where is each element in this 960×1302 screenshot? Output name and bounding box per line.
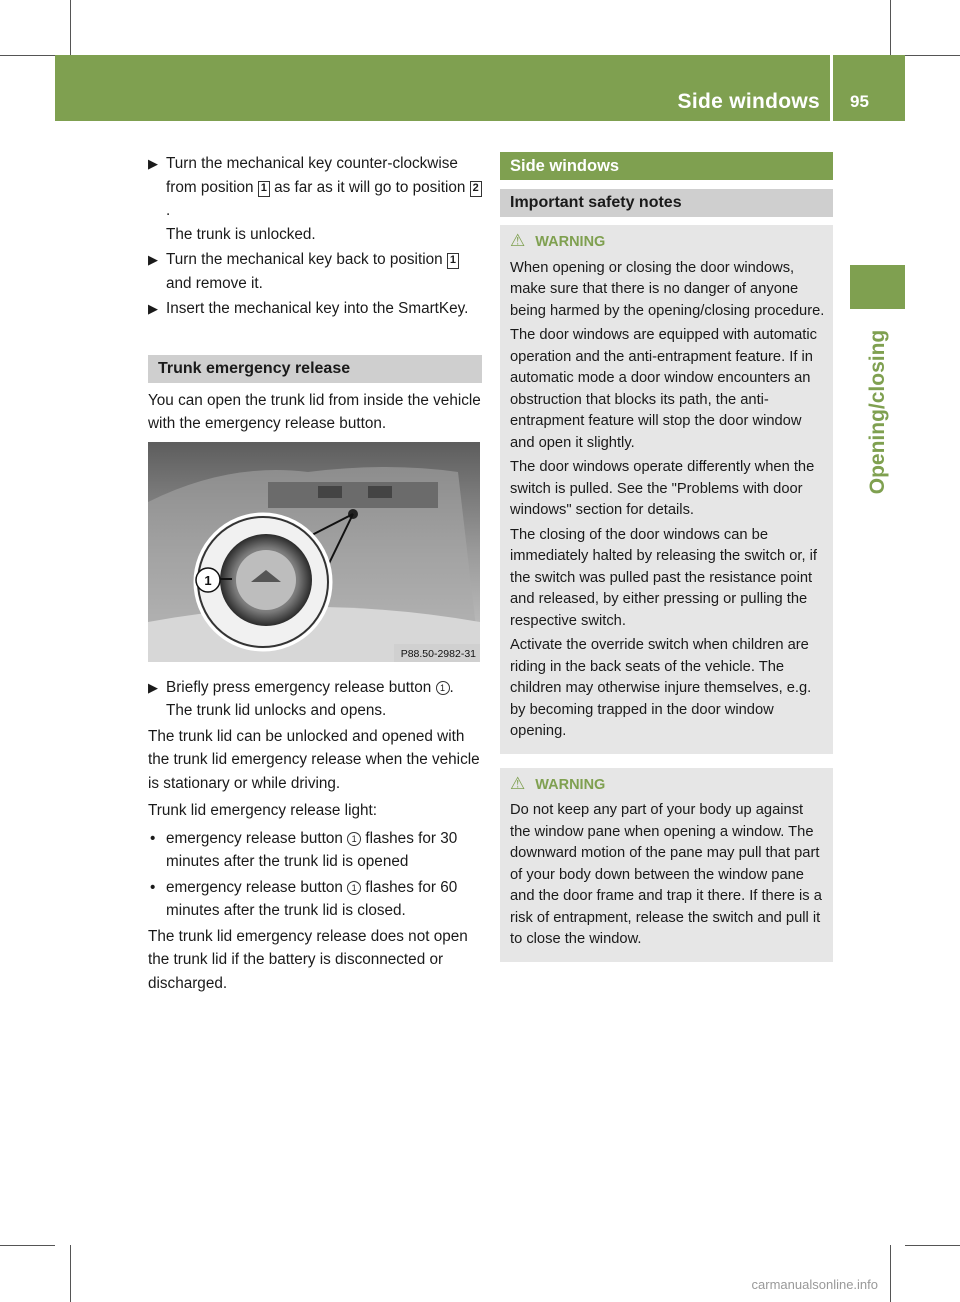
- list-item: • emergency release button 1 flashes for 30 minutes after the trunk lid is opened: [148, 827, 482, 874]
- photo-code: P88.50-2982-31: [400, 647, 476, 660]
- section-heading-side-windows: Side windows: [500, 152, 833, 180]
- paragraph: The trunk lid emergency release does not open the trunk lid if the battery is disconnected or discharged.: [148, 927, 468, 992]
- warning-box: [500, 225, 833, 754]
- step-result: The trunk is unlocked.: [166, 225, 316, 243]
- callout-marker: 1: [347, 832, 361, 846]
- left-column: [148, 152, 482, 999]
- arrow-right-icon: ▶: [148, 301, 158, 316]
- instruction-step: ▶ Insert the mechanical key into the SmartKey.: [148, 297, 482, 321]
- warning-paragraph: The door windows are equipped with automatic operation and the anti-entrapment feature. If in automatic mode a door window encounters an obstruction that blocks its path, the anti-entrapment feature will stop the door window and open it slightly.: [510, 327, 817, 451]
- trunk-emergency-release-photo: [148, 442, 480, 662]
- page-header-title: Side windows: [677, 90, 820, 113]
- warning-triangle-icon: ⚠: [510, 773, 526, 793]
- subsection-heading-safety-notes: Important safety notes: [500, 189, 833, 217]
- chapter-tab: [850, 265, 905, 309]
- bullet-icon: •: [150, 829, 156, 847]
- warning-box: [500, 768, 833, 962]
- chapter-label: Opening/closing: [866, 329, 889, 495]
- list-item: • emergency release button 1 flashes for 60 minutes after the trunk lid is closed.: [148, 876, 482, 923]
- arrow-right-icon: ▶: [148, 252, 158, 267]
- instruction-step: ▶ Turn the mechanical key counter-clockwise from position 1 as far as it will go to position 2. The trunk is unlocked.: [148, 152, 482, 246]
- warning-paragraph: The door windows operate differently when the switch is pulled. See the "Problems with door windows" section for details.: [510, 459, 815, 518]
- paragraph: Trunk lid emergency release light:: [148, 802, 377, 819]
- warning-paragraph: Activate the override switch when children are riding in the back seats of the vehicle. The children may otherwise injure themselves, e.g. by becoming trapped in the door window opening.: [510, 637, 812, 739]
- section-heading-trunk-emergency-release: Trunk emergency release: [148, 355, 482, 383]
- arrow-right-icon: ▶: [148, 679, 158, 695]
- crop-mark: [0, 1245, 55, 1246]
- crop-mark: [905, 55, 960, 56]
- warning-triangle-icon: ⚠: [510, 231, 526, 250]
- intro-paragraph: You can open the trunk lid from inside the vehicle with the emergency release button.: [148, 391, 481, 432]
- crop-mark: [70, 1245, 71, 1302]
- arrow-right-icon: ▶: [148, 156, 158, 171]
- position-key-2: 2: [470, 181, 482, 197]
- watermark: carmanualsonline.info: [751, 1277, 878, 1292]
- step-result: The trunk lid unlocks and opens.: [166, 702, 387, 719]
- callout-marker: 1: [436, 681, 450, 695]
- crop-mark: [905, 1245, 960, 1246]
- position-key-1: 1: [447, 253, 459, 269]
- warning-paragraph: When opening or closing the door windows, make sure that there is no danger of anyone being harmed by the opening/closing procedure.: [510, 259, 825, 319]
- bullet-icon: •: [150, 878, 156, 896]
- callout-marker: 1: [347, 881, 361, 895]
- instruction-step: ▶ Turn the mechanical key back to position 1 and remove it.: [148, 248, 482, 295]
- warning-paragraph: The closing of the door windows can be immediately halted by releasing the switch or, if the switch was pulled past the resistance point and released, by either pressing or pulling the respective switch.: [510, 526, 817, 629]
- header-separator: [830, 55, 833, 121]
- photo-callout: 1: [204, 572, 212, 588]
- crop-mark: [890, 0, 891, 55]
- warning-title: WARNING: [535, 776, 606, 793]
- crop-mark: [0, 55, 55, 56]
- warning-title: WARNING: [535, 234, 606, 250]
- crop-mark: [70, 0, 71, 55]
- page-number: 95: [850, 92, 869, 111]
- instruction-step: ▶ Briefly press emergency release button 1 . The trunk lid unlocks and opens.: [148, 676, 482, 723]
- trunk-photo-illustration: [148, 442, 480, 662]
- warning-paragraph: Do not keep any part of your body up against the window pane when opening a window. The downward motion of the pane may pull that part of your body down between the window pane and the door frame and trap it there. If there is a risk of entrapment, release the switch and pull it to close the window.: [510, 802, 822, 947]
- crop-mark: [890, 1245, 891, 1302]
- right-column: [500, 152, 833, 976]
- position-key-1: 1: [258, 181, 270, 197]
- paragraph: The trunk lid can be unlocked and opened with the trunk lid emergency release when the vehicle is stationary or while driving.: [148, 727, 480, 792]
